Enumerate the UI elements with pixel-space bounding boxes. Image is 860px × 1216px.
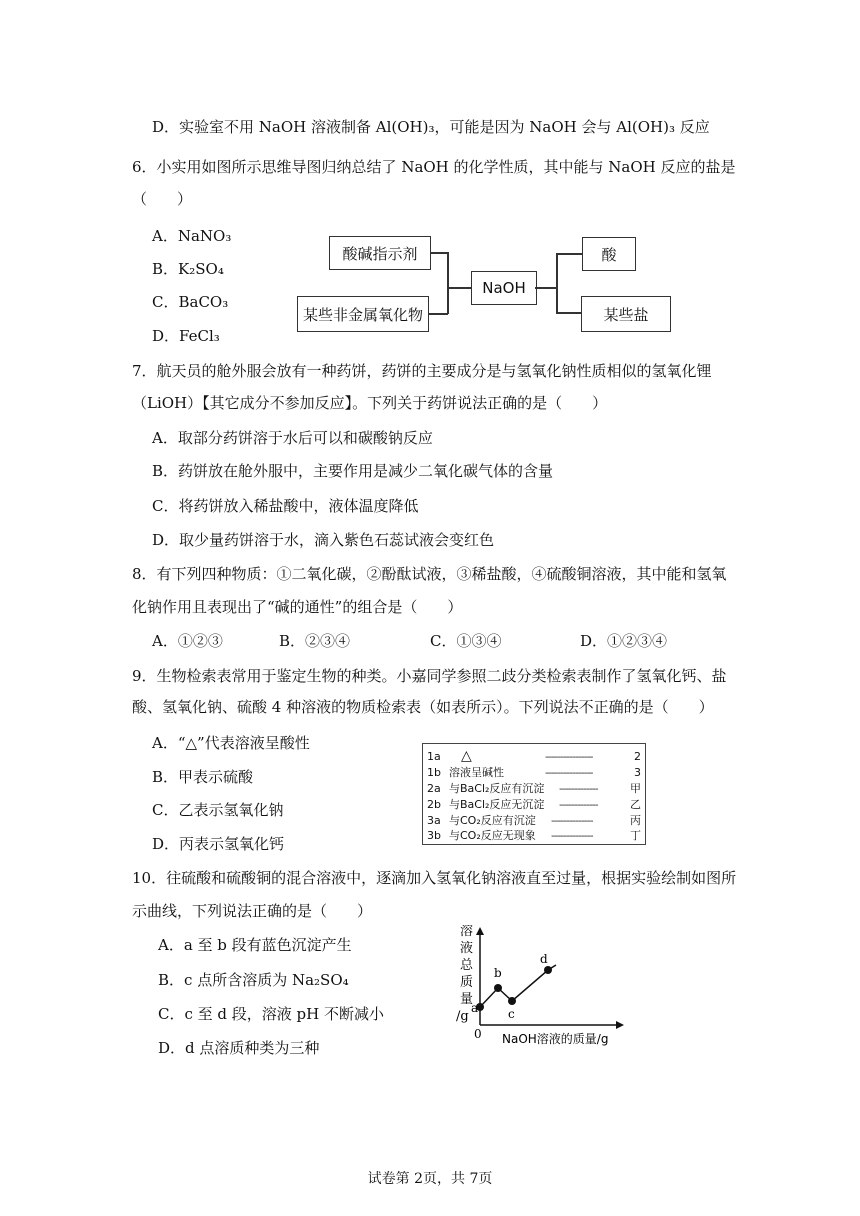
- q8-option-b: B．②③④: [279, 632, 351, 650]
- q8-option-d: D．①②③④: [580, 632, 668, 650]
- key-row: 1a △ ---------------- 2: [427, 748, 641, 764]
- y-label-unit: /g: [456, 1009, 469, 1024]
- point-d: [544, 966, 552, 974]
- connector-line: [556, 253, 558, 313]
- q7-stem-2: （LiOH）【其它成分不参加反应】。下列关于药饼说法正确的是（ ）: [132, 394, 608, 412]
- connector-line: [428, 313, 448, 315]
- connector-line: [430, 252, 448, 254]
- key-result: 甲: [630, 782, 641, 795]
- q8-stem-1: 8．有下列四种物质：①二氧化碳，②酚酞试液，③稀盐酸，④硫酸铜溶液，其中能和氢氧: [132, 565, 727, 583]
- q6-option-b: B．K₂SO₄: [152, 260, 224, 278]
- key-code: 3b: [427, 829, 441, 842]
- key-row: 2a 与BaCl₂反应有沉淀 ------------- 甲: [427, 782, 641, 795]
- q10-option-d: D．d 点溶质种类为三种: [158, 1039, 320, 1057]
- q9-option-a: A．“△”代表溶液呈酸性: [152, 734, 310, 752]
- point-b: [494, 984, 502, 992]
- q10-stem-1: 10．往硫酸和硫酸铜的混合溶液中，逐滴加入氢氧化钠溶液直至过量，根据实验绘制如图所: [132, 869, 737, 887]
- key-result: 2: [634, 750, 641, 763]
- mindmap-salt-box: 某些盐: [581, 296, 671, 332]
- key-text: 与BaCl₂反应无沉淀: [449, 798, 545, 811]
- key-text: 与CO₂反应无现象: [449, 829, 536, 842]
- connector-line: [556, 312, 582, 314]
- key-code: 3a: [427, 814, 441, 827]
- q10-option-a: A．a 至 b 段有蓝色沉淀产生: [158, 936, 352, 954]
- y-label-char: 液: [460, 941, 474, 956]
- key-code: 2a: [427, 782, 441, 795]
- x-axis-arrow-icon: [616, 1021, 624, 1029]
- q9-stem-1: 9．生物检索表常用于鉴定生物的种类。小嘉同学参照二歧分类检索表制作了氢氧化钙、盐: [132, 667, 727, 685]
- key-result: 丙: [630, 814, 641, 827]
- mindmap-nonmetal-oxide-box: 某些非金属氧化物: [297, 296, 429, 332]
- q6-option-d: D．FeCl₃: [152, 327, 220, 345]
- q10-option-b: B．c 点所含溶质为 Na₂SO₄: [158, 971, 349, 989]
- y-label-char: 溶: [460, 925, 474, 939]
- key-row: 3a 与CO₂反应有沉淀 -------------- 丙: [427, 814, 641, 827]
- q7-stem-1: 7．航天员的舱外服会放有一种药饼，药饼的主要成分是与氢氧化钠性质相似的氢氧化锂: [132, 362, 712, 380]
- key-row: 3b 与CO₂反应无现象 -------------- 丁: [427, 829, 641, 842]
- mass-curve-graph: [440, 925, 640, 1050]
- q7-option-c: C．将药饼放入稀盐酸中，液体温度降低: [152, 497, 419, 515]
- y-label-char: 总: [460, 958, 474, 973]
- q7-option-b: B．药饼放在舱外服中，主要作用是减少二氧化碳气体的含量: [152, 462, 554, 480]
- q10-option-c: C．c 至 d 段，溶液 pH 不断减小: [158, 1005, 385, 1023]
- y-axis-arrow-icon: [476, 927, 484, 935]
- q9-option-d: D．丙表示氢氧化钙: [152, 835, 285, 853]
- point-c-label: c: [508, 1007, 515, 1021]
- key-code: 1a: [427, 750, 441, 763]
- substance-key-table: [422, 743, 646, 845]
- q5-option-d: D．实验室不用 NaOH 溶液制备 Al(OH)₃，可能是因为 NaOH 会与 Al(OH)₃ 反应: [152, 118, 710, 136]
- connector-line: [556, 253, 583, 255]
- page-footer: 试卷第 2页，共 7页: [367, 1171, 493, 1187]
- key-code: 1b: [427, 766, 441, 779]
- mindmap-acid-box: 酸: [582, 237, 636, 271]
- q10-stem-2: 示曲线，下列说法正确的是（ ）: [132, 902, 373, 920]
- q6-stem-1: 6．小实用如图所示思维导图归纳总结了 NaOH 的化学性质，其中能与 NaOH 反应的盐是: [132, 158, 736, 176]
- mindmap-indicator-box: 酸碱指示剂: [329, 236, 431, 270]
- point-a-label: a: [471, 1001, 479, 1015]
- key-text: 与CO₂反应有沉淀: [449, 814, 536, 827]
- point-c: [508, 997, 516, 1005]
- key-result: 丁: [630, 829, 641, 842]
- mindmap-center-box: NaOH: [471, 271, 537, 305]
- key-result: 3: [634, 766, 641, 779]
- key-text: 溶液呈碱性: [449, 766, 504, 779]
- q8-option-c: C．①③④: [430, 632, 502, 650]
- q6-option-c: C．BaCO₃: [152, 293, 229, 311]
- x-axis-label: NaOH溶液的质量/g: [502, 1032, 609, 1046]
- connector-line: [447, 287, 472, 289]
- key-row: 1b 溶液呈碱性 ---------------- 3: [427, 766, 641, 779]
- q8-option-a: A．①②③: [152, 632, 223, 650]
- key-row: 2b 与BaCl₂反应无沉淀 ------------- 乙: [427, 798, 641, 811]
- point-b-label: b: [494, 966, 502, 980]
- q9-option-c: C．乙表示氢氧化钠: [152, 801, 284, 819]
- origin-label: 0: [474, 1027, 482, 1041]
- q8-stem-2: 化钠作用且表现出了“碱的通性”的组合是（ ）: [132, 598, 463, 616]
- key-text: 与BaCl₂反应有沉淀: [449, 782, 545, 795]
- q6-stem-2: （ ）: [132, 190, 193, 208]
- triangle-symbol: △: [461, 748, 472, 764]
- q9-stem-2: 酸、氢氧化钠、硫酸 4 种溶液的物质检索表（如表所示）。下列说法不正确的是（ ）: [132, 698, 714, 716]
- point-d-label: d: [540, 952, 548, 966]
- connector-line: [447, 252, 449, 314]
- q6-option-a: A．NaNO₃: [152, 227, 232, 245]
- q7-option-a: A．取部分药饼溶于水后可以和碳酸钠反应: [152, 429, 433, 447]
- y-label-char: 量: [460, 992, 474, 1007]
- q9-option-b: B．甲表示硫酸: [152, 768, 254, 786]
- key-code: 2b: [427, 798, 441, 811]
- y-label-char: 质: [460, 975, 474, 990]
- key-result: 乙: [630, 798, 641, 811]
- connector-line: [535, 287, 557, 289]
- q7-option-d: D．取少量药饼溶于水，滴入紫色石蕊试液会变红色: [152, 531, 495, 549]
